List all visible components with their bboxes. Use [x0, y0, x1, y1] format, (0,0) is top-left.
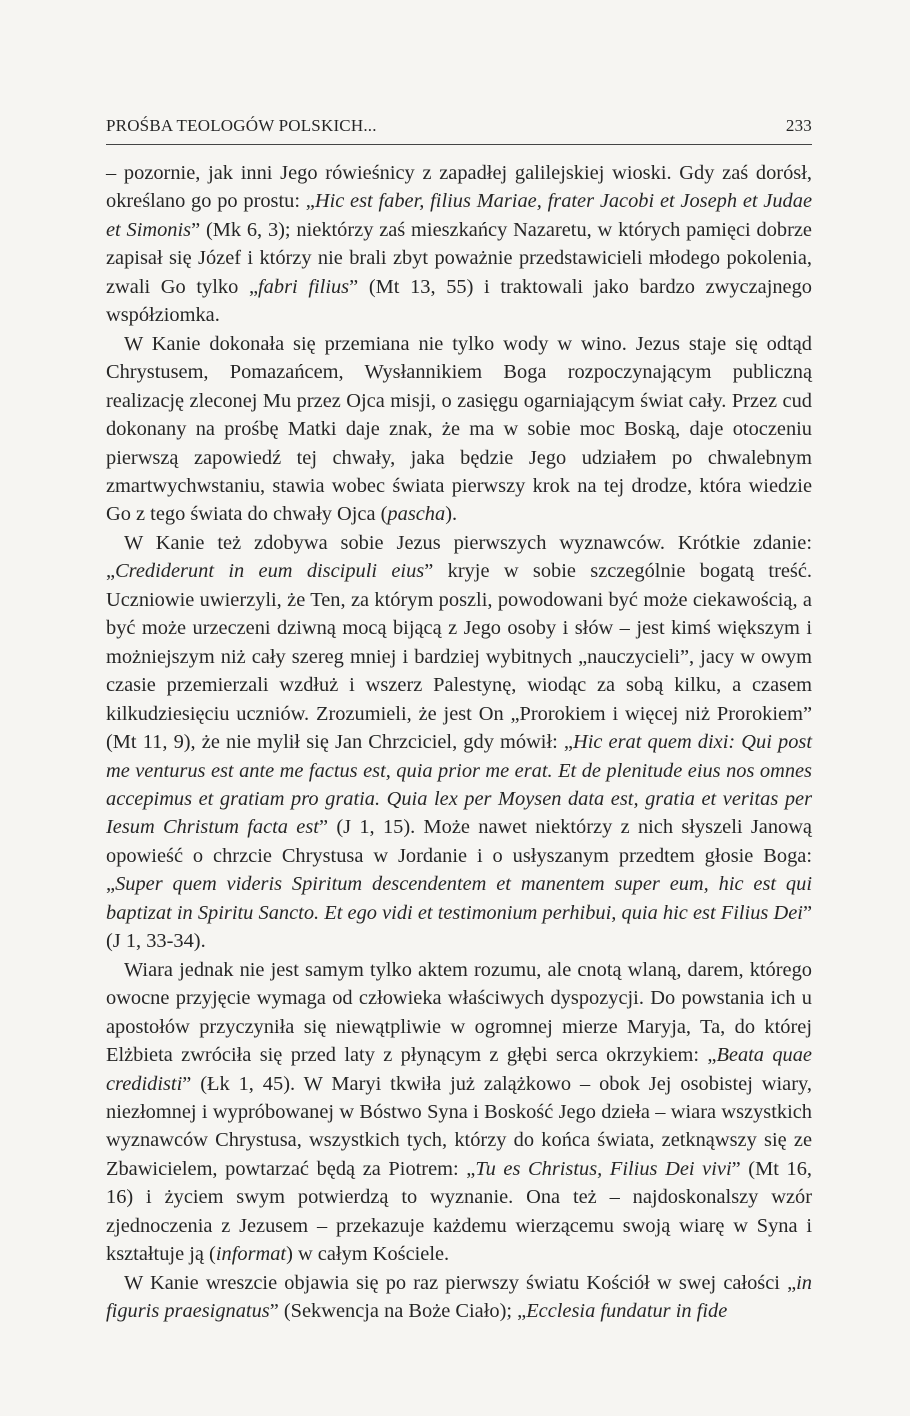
body-text: [106, 159, 812, 1326]
paragraph-3: W Kanie też zdobywa sobie Jezus pierwszych wyznawców. Krótkie zdanie: „Crediderunt in eum discipuli eius” kryje w sobie szczególnie bogatą treść. Uczniowie uwierzyli, że Ten, za którym poszli, powodowani być może ciekawością, a być może urzeczeni dziwną mocą bijącą z Jego osoby i słów – jest kimś większym i możniejszym niż cały szereg mniej i bardziej wybitnych „nauczycieli”, jacy w owym czasie przemierzali wzdłuż i wszerz Palestynę, wiodąc za sobą kilku, a czasem kilkudziesięciu uczniów. Zrozumieli, że jest On „Prorokiem i więcej niż Prorokiem” (Mt 11, 9), że nie mylił się Jan Chrzciciel, gdy mówił: „Hic erat quem dixi: Qui post me venturus est ante me factus est, quia prior me erat. Et de plenitude eius nos omnes accepimus et gratiam pro gratia. Quia lex per Moysen data est, gratia et veritas per Iesum Christum facta est” (J 1, 15). Może nawet niektórzy z nich słyszeli Janową opowieść o chrzcie Chrystusa w Jordanie i o usłyszanym przedtem głosie Boga: „Super quem videris Spiritum descendentem et manentem super eum, hic est qui baptizat in Spiritu Sancto. Et ego vidi et testimonium perhibui, quia hic est Filius Dei” (J 1, 33-34).: [106, 531, 812, 953]
page-number: 233: [785, 116, 812, 135]
paragraph-4: Wiara jednak nie jest samym tylko aktem rozumu, ale cnotą wlaną, darem, którego owocne przyjęcie wymaga od człowieka właściwych dyspozycji. Do powstania ich u apostołów przyczyniła się niewątpliwie w ogromnej mierze Maryja, Ta, do której Elżbieta zwróciła się przed laty z płynącym z głębi serca okrzykiem: „Beata quae credidisti” (Łk 1, 45). W Maryi tkwiła już zalążkowo – obok Jej osobistej wiary, niezłomnej i wypróbowanej w Bóstwo Syna i Boskość Jego dzieła – wiara wszystkich wyznawców Chrystusa, wszystkich tych, którzy do końca świata, zetknąwszy się ze Zbawicielem, powtarzać będą za Piotrem: „Tu es Christus, Filius Dei vivi” (Mt 16, 16) i życiem swym potwierdzą to wyznanie. Ona też – najdoskonalszy wzór zjednoczenia z Jezusem – przekazuje każdemu wierzącemu swoją wiarę w Syna i kształtuje ją (informat) w całym Kościele.: [106, 958, 813, 1266]
header-rule: [106, 144, 812, 145]
running-header: [106, 116, 812, 136]
paragraph-5: W Kanie wreszcie objawia się po raz pierwszy światu Kościół w swej całości „in figuris praesignatus” (Sekwencja na Boże Ciało); „Ecclesia fundatur in fide: [106, 1271, 812, 1323]
paragraph-2: W Kanie dokonała się przemiana nie tylko wody w wino. Jezus staje się odtąd Chrystusem, Pomazańcem, Wysłannikiem Boga rozpoczynającym publiczną realizację zleconej Mu przez Ojca misji, o zasięgu ogarniającym świat cały. Przez cud dokonany na prośbę Matki daje znak, że ma w sobie moc Boską, daje otoczeniu pierwszą zapowiedź tej chwały, jaka będzie Jego udziałem po chwalebnym zmartwychwstaniu, stawia wobec świata pierwszy krok na tej drodze, która wiedzie Go z tego świata do chwały Ojca (pascha).: [106, 332, 812, 526]
paragraph-1: – pozornie, jak inni Jego rówieśnicy z zapadłej galilejskiej wioski. Gdy zaś dorósł, określano go po prostu: „Hic est faber, filius Mariae, frater Jacobi et Joseph et Judae et Simonis” (Mk 6, 3); niektórzy zaś mieszkańcy Nazaretu, w których pamięci dobrze zapisał się Józef i którzy nie brali zbyt poważnie przedstawicieli młodego pokolenia, zwali Go tylko „fabri filius” (Mt 13, 55) i traktowali jako bardzo zwyczajnego współziomka.: [106, 162, 812, 327]
running-title: PROŚBA TEOLOGÓW POLSKICH...: [106, 116, 377, 135]
